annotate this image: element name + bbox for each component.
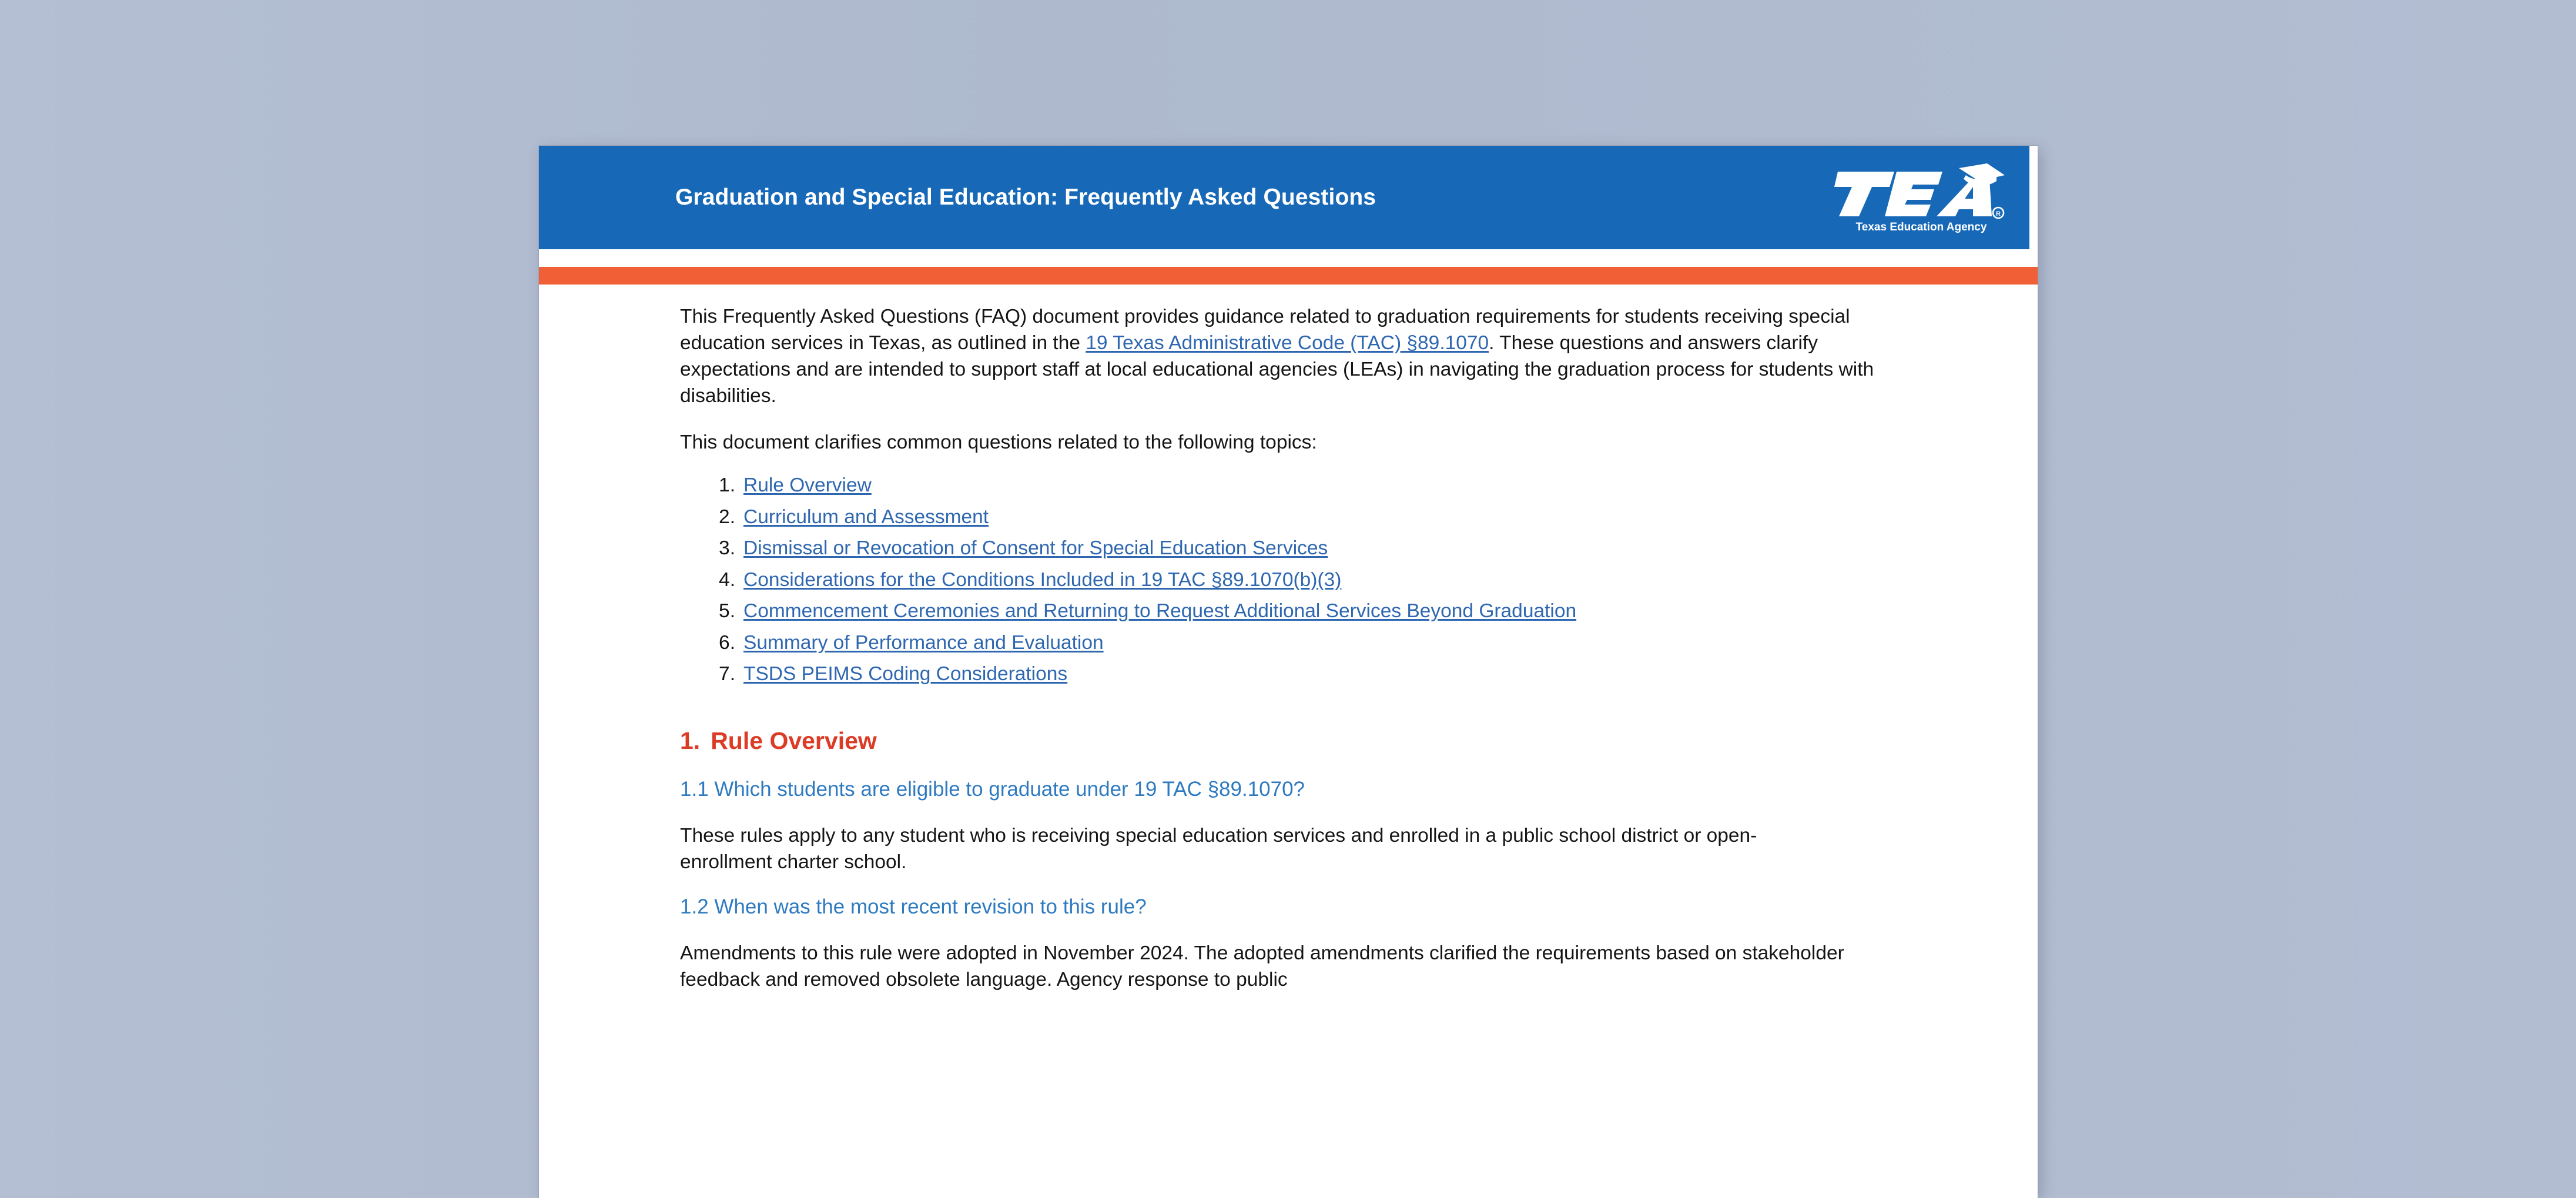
intro-paragraph [680, 303, 1891, 409]
list-item [743, 538, 1961, 570]
tea-logo [1833, 162, 2009, 234]
subheading-1-1: 1.1 Which students are eligible to graduate under 19 TAC §89.1070? [680, 778, 1961, 801]
section-heading-rule-overview [680, 728, 1961, 754]
list-item [743, 476, 1961, 507]
list-item [743, 664, 1961, 696]
topic-link-tsds-peims-coding[interactable]: TSDS PEIMS Coding Considerations [743, 663, 1067, 685]
section-title: Rule Overview [711, 727, 877, 754]
tac-89-1070-link[interactable]: 19 Texas Administrative Code (TAC) §89.1070 [1086, 332, 1489, 354]
intro-text-after-link: . These questions and answers clarify expectations and are intended to support staff at local educational agencies (LEAs) in navigating the graduation process for students with disabilities. [680, 332, 1874, 407]
section-number: 1. [680, 727, 700, 754]
accent-bar [539, 267, 2038, 285]
intro-text-before-link: This Frequently Asked Questions (FAQ) document provides guidance related to graduation requirements for students receiving special education services in Texas, as outlined in the [680, 306, 1850, 354]
document-body [680, 303, 1961, 1013]
subheading-1-2: 1.2 When was the most recent revision to this rule? [680, 895, 1961, 919]
answer-1-2: Amendments to this rule were adopted in November 2024. The adopted amendments clarified the requirements based on stakeholder feedback and removed obsolete language. Agency response to public [680, 940, 1850, 993]
topic-link-summary-of-performance[interactable]: Summary of Performance and Evaluation [743, 632, 1104, 654]
list-item [743, 601, 1961, 633]
list-item [743, 507, 1961, 539]
topics-lead-paragraph: This document clarifies common questions related to the following topics: [680, 429, 1891, 456]
page-title: Graduation and Special Education: Frequently Asked Questions [675, 185, 1376, 210]
svg-text:Texas Education Agency: Texas Education Agency [1856, 221, 1987, 233]
topic-link-commencement-ceremonies[interactable]: Commencement Ceremonies and Returning to Request Additional Services Beyond Graduation [743, 600, 1576, 622]
svg-text:R: R [1996, 210, 2001, 217]
topic-link-dismissal-or-revocation[interactable]: Dismissal or Revocation of Consent for Special Education Services [743, 537, 1328, 559]
topic-link-rule-overview[interactable]: Rule Overview [743, 474, 872, 496]
topic-link-considerations-conditions[interactable]: Considerations for the Conditions Included in 19 TAC §89.1070(b)(3) [743, 569, 1341, 591]
document-page [539, 146, 2038, 1198]
answer-1-1: These rules apply to any student who is receiving special education services and enrolled in a public school district or open-enrollment charter school. [680, 822, 1785, 875]
topic-link-curriculum-and-assessment[interactable]: Curriculum and Assessment [743, 506, 989, 528]
list-item [743, 633, 1961, 665]
list-item [743, 570, 1961, 602]
document-banner [539, 146, 2029, 249]
topics-list [680, 476, 1961, 696]
